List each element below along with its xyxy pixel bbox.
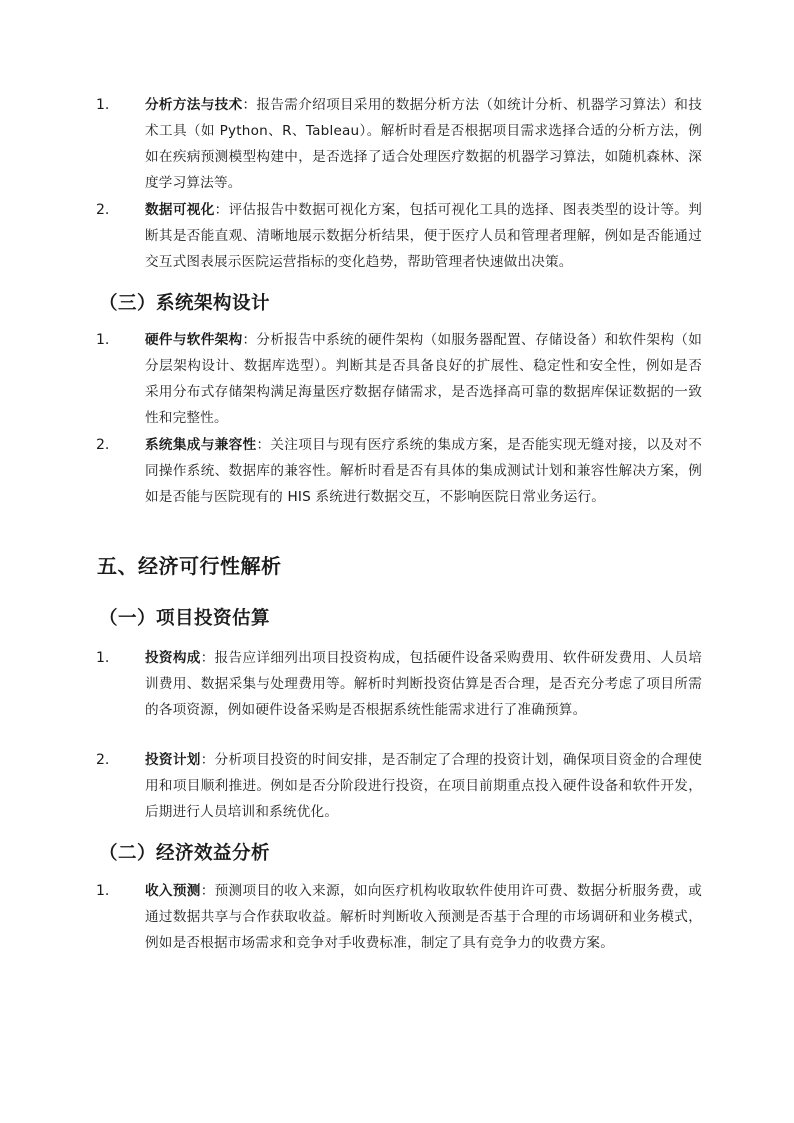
list-number: 1. (96, 332, 110, 348)
heading-system-architecture: （三）系统架构设计 (99, 293, 271, 314)
list-item-text (145, 92, 702, 196)
term-body: ：关注项目与现有医疗系统的集成方案，是否能实现无缝对接，以及对不同操作系统、数据库的兼容性。解析时看是否有具体的集成测试计划和兼容性解决方案，例如是否能与医院现有的 HIS 系统进行数据交互，不影响医院日常业务运行。 (145, 437, 702, 505)
term-label: 收入预测 (145, 883, 201, 899)
term-label: 投资计划 (145, 752, 201, 768)
term-label: 硬件与软件架构 (145, 332, 243, 348)
term-body: ：分析报告中系统的硬件架构（如服务器配置、存储设备）和软件架构（如分层架构设计、数据库选型）。判断其是否具备良好的扩展性、稳定性和安全性，例如是否采用分布式存储架构满足海量医疗数据存储需求，是否选择高可靠的数据库保证数据的一致性和完整性。 (145, 332, 702, 426)
list-item-text (145, 327, 702, 431)
term-body: ：评估报告中数据可视化方案，包括可视化工具的选择、图表类型的设计等。判断其是否能直观、清晰地展示数据分析结果，便于医疗人员和管理者理解，例如是否能通过交互式图表展示医院运营指标的变化趋势，帮助管理者快速做出决策。 (145, 202, 703, 270)
term-label: 数据可视化 (145, 202, 215, 218)
heading-economic-benefit: （二）经济效益分析 (99, 843, 271, 864)
heading-investment-estimate: （一）项目投资估算 (99, 608, 271, 629)
list-number: 1. (96, 650, 110, 666)
term-label: 分析方法与技术 (145, 97, 243, 113)
term-body: ：分析项目投资的时间安排，是否制定了合理的投资计划，确保项目资金的合理使用和项目顺利推进。例如是否分阶段进行投资，在项目前期重点投入硬件设备和软件开发，后期进行人员培训和系统优化。 (145, 752, 702, 820)
term-label: 投资构成 (145, 650, 201, 666)
term-body: ：报告应详细列出项目投资构成，包括硬件设备采购费用、软件研发费用、人员培训费用、数据采集与处理费用等。解析时判断投资估算是否合理，是否充分考虑了项目所需的各项资源，例如硬件设备采购是否根据系统性能需求进行了准确预算。 (145, 650, 702, 718)
list-item-text (145, 432, 702, 510)
list-number: 2. (96, 437, 110, 453)
term-body: ：报告需介绍项目采用的数据分析方法（如统计分析、机器学习算法）和技术工具（如 Python、R、Tableau）。解析时看是否根据项目需求选择合适的分析方法，例如在疾病预测模型构建中，是否选择了适合处理医疗数据的机器学习算法，如随机森林、深度学习算法等。 (145, 97, 702, 191)
list-item-text (145, 645, 702, 723)
term-label: 系统集成与兼容性 (145, 437, 257, 453)
term-body: ：预测项目的收入来源，如向医疗机构收取软件使用许可费、数据分析服务费，或通过数据共享与合作获取收益。解析时判断收入预测是否基于合理的市场调研和业务模式，例如是否根据市场需求和竞争对手收费标准，制定了具有竞争力的收费方案。 (145, 883, 702, 951)
list-number: 2. (96, 202, 110, 218)
list-item-text (145, 878, 702, 956)
list-number: 1. (96, 97, 110, 113)
list-number: 2. (96, 752, 110, 768)
list-item-text (145, 747, 702, 825)
heading-economic-feasibility: 五、经济可行性解析 (97, 554, 282, 578)
list-number: 1. (96, 883, 110, 899)
list-item-text (145, 197, 702, 275)
